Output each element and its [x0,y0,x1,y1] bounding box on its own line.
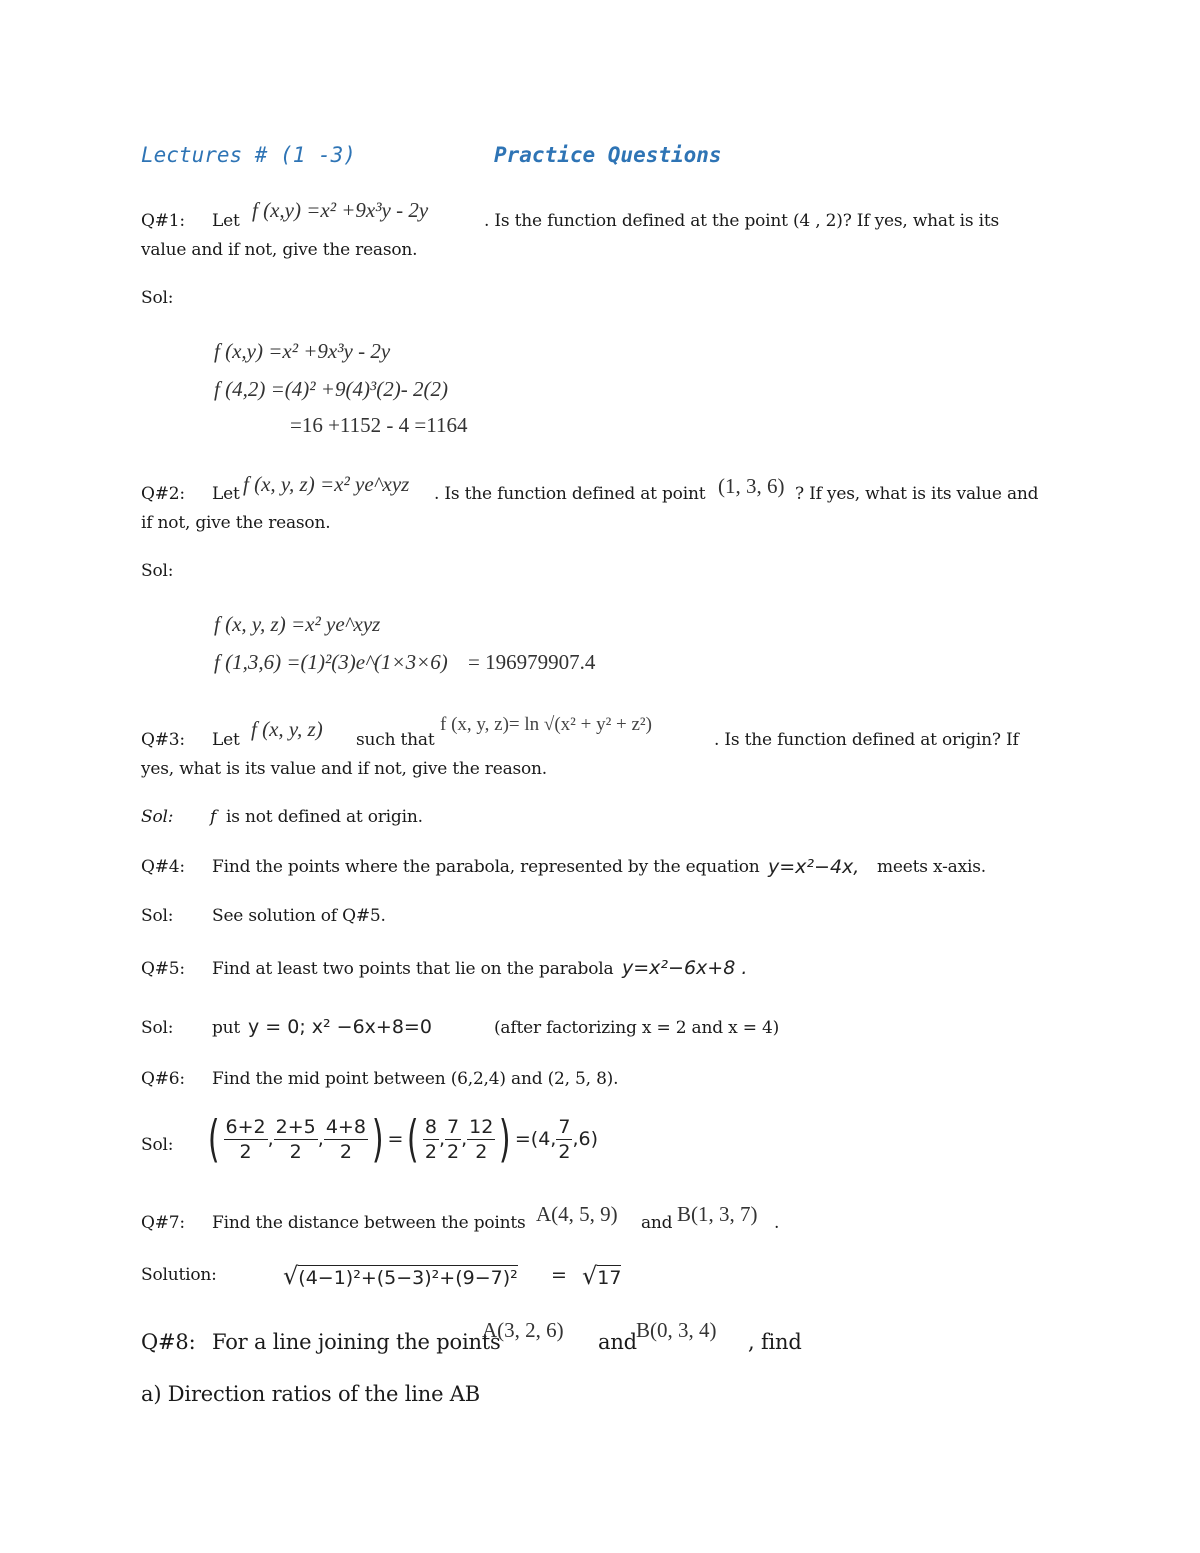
q7-sol-equals: = [551,1264,567,1286]
q4-text-b: meets x-axis. [877,857,986,877]
q1-label: Q#1: [141,211,185,231]
q3-sol-f: f [210,807,217,827]
q8-label: Q#8: [141,1330,196,1354]
q2-sol-line-1: f (x, y, z) =x² ye^xyz [214,612,381,636]
q4-label: Q#4: [141,857,185,877]
q1-sol-line-2: f (4,2) =(4)² +9(4)³(2)- 2(2) [214,377,448,401]
frac-3-den: 2 [339,1140,352,1163]
frac-7-num: 7 [558,1115,571,1138]
q4-equation: y=x²−4x, [768,856,860,878]
q2-text-2: if not, give the reason. [141,513,331,533]
sqrt-result: 17 [597,1267,622,1289]
sqrt-symbol-2: √ [582,1262,598,1290]
q7-sol-result [582,1262,621,1290]
q1-text-2: value and if not, give the reason. [141,240,418,260]
q2-text-b: ? If yes, what is its value and [795,484,1039,504]
frac-1-den: 2 [239,1140,252,1163]
frac-1-num: 6+2 [225,1115,266,1138]
frac-2-num: 2+5 [275,1115,316,1138]
q3-sol-label: Sol: [141,807,174,827]
q7-sol-expression [283,1262,518,1290]
q2-function: f (x, y, z) =x² ye^xyz [243,472,410,496]
sqrt-radicand: (4−1)²+(5−3)²+(9−7)² [298,1267,518,1289]
q2-label: Q#2: [141,484,185,504]
q5-sol-label: Sol: [141,1018,174,1038]
q7-point-b: B(1, 3, 7) [677,1202,758,1226]
result-a: =(4, [514,1128,557,1150]
frac-7 [556,1115,572,1164]
q8-find: , find [748,1330,802,1354]
frac-2-den: 2 [289,1140,302,1163]
q5-sol-note: (after factorizing x = 2 and x = 4) [494,1018,780,1038]
q1-function: f (x,y) =x² +9x³y - 2y [252,198,429,222]
q4-sol-text: See solution of Q#5. [212,906,386,926]
q8-point-b: B(0, 3, 4) [636,1318,717,1342]
q5-label: Q#5: [141,959,185,979]
frac-2 [274,1115,318,1164]
frac-7-den: 2 [558,1140,571,1163]
q3-text-1: . Is the function defined at origin? If [714,730,1019,750]
frac-6-den: 2 [475,1140,488,1163]
sqrt-symbol: √ [283,1262,299,1290]
q2-sol-line-2: f (1,3,6) =(1)²(3)e^(1×3×6) [214,650,448,674]
q3-function: f (x, y, z) [251,717,323,741]
lectures-heading: Lectures # (1 -3) [141,143,356,167]
q6-sol-label: Sol: [141,1135,174,1155]
frac-1 [224,1115,268,1164]
q8-text: For a line joining the points [212,1330,501,1354]
q2-sol-result: = 196979907.4 [468,650,596,674]
q4-sol-label: Sol: [141,906,174,926]
frac-5 [445,1115,461,1164]
q6-label: Q#6: [141,1069,185,1089]
q7-period: . [774,1213,780,1233]
right-paren: ) [371,1110,384,1168]
q3-let: Let [212,730,240,750]
frac-5-num: 7 [447,1115,460,1138]
frac-4-den: 2 [424,1140,437,1163]
q7-and: and [641,1213,673,1233]
q5-sol-put: put [212,1018,241,1038]
q2-point: (1, 3, 6) [718,474,785,498]
frac-3 [324,1115,368,1164]
q7-sol-label: Solution: [141,1265,217,1285]
q3-such-that: such that [356,730,435,750]
q3-text-2: yes, what is its value and if not, give the reason. [141,759,548,779]
q1-let: Let [212,211,240,231]
q6-text: Find the mid point between (6,2,4) and (2, 5, 8). [212,1069,619,1089]
frac-5-den: 2 [447,1140,460,1163]
q1-sol-line-1: f (x,y) =x² +9x³y - 2y [214,339,391,363]
q4-text-a: Find the points where the parabola, represented by the equation [212,857,760,877]
left-paren: ( [207,1110,220,1168]
q8-part-a: a) Direction ratios of the line AB [141,1382,480,1406]
q2-sol-label: Sol: [141,561,174,581]
frac-6 [467,1115,495,1164]
frac-4 [423,1115,439,1164]
q7-point-a: A(4, 5, 9) [536,1202,618,1226]
q2-let: Let [212,484,240,504]
q1-text-1: . Is the function defined at the point (4 , 2)? If yes, what is its [484,211,1000,231]
q8-and: and [598,1330,637,1354]
q2-text-a: . Is the function defined at point [434,484,706,504]
q3-sol-text: is not defined at origin. [226,807,423,827]
frac-3-num: 4+8 [325,1115,366,1138]
q5-sol-equation: y = 0; x² −6x+8=0 [248,1016,432,1038]
practice-questions-heading: Practice Questions [494,143,722,167]
right-paren-2: ) [499,1110,511,1168]
q5-equation: y=x²−6x+8 . [622,957,748,979]
left-paren-2: ( [407,1110,419,1168]
q1-sol-label: Sol: [141,288,174,308]
q1-sol-line-3: =16 +1152 - 4 =1164 [290,413,468,437]
q3-function-ln: f (x, y, z)= ln √(x² + y² + z²) [440,714,652,735]
frac-4-num: 8 [424,1115,437,1138]
q7-label: Q#7: [141,1213,185,1233]
result-b: ,6) [572,1128,598,1150]
q8-point-a: A(3, 2, 6) [482,1318,564,1342]
q7-text: Find the distance between the points [212,1213,526,1233]
q6-sol-expression: ( $\frac{6+2}{2}$ , $\frac{2+5}{2}$ , $\frac{4+8}{2}$ ) =( $\frac{8}{2}$ , $\frac{7}{2}$ , $\frac{12}{2}$ ) =(4, $\frac{7}{2}$ ,6) [207,1110,598,1168]
q3-label: Q#3: [141,730,185,750]
q5-text: Find at least two points that lie on the parabola [212,959,614,979]
frac-6-num: 12 [469,1115,494,1138]
